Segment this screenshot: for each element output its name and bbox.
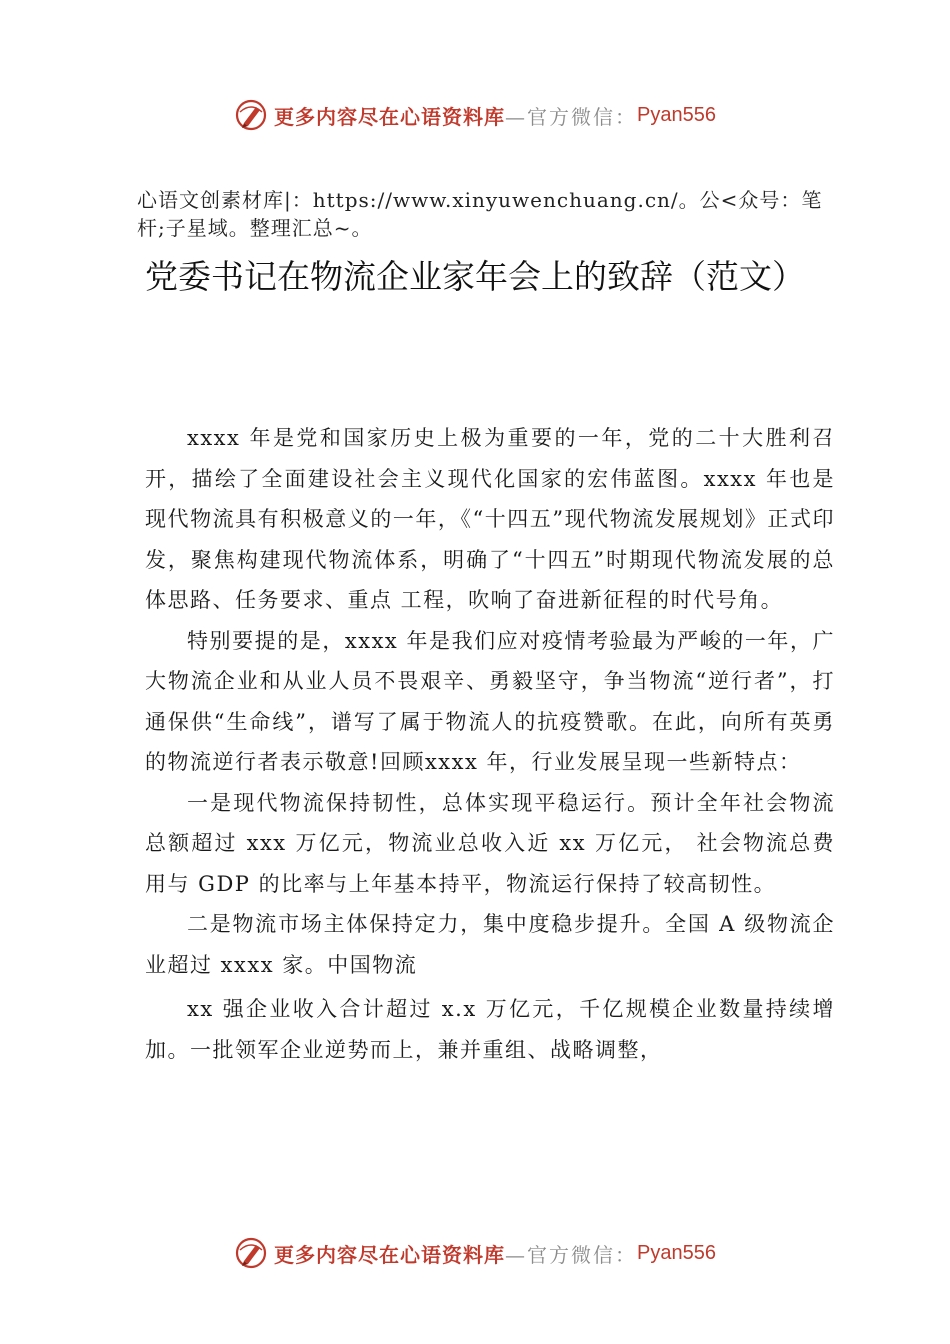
pen-logo-icon [234, 1236, 268, 1270]
banner-text-red: 更多内容尽在心语资料库 [274, 1242, 506, 1267]
banner-text-gray: —官方微信： [505, 104, 638, 129]
header-banner [0, 95, 950, 135]
paragraph-1: xxxx 年是党和国家历史上极为重要的一年，党的二十大胜利召开，描绘了全面建设社会主义现代化国家的宏伟蓝图。xxxx 年也是现代物流具有积极意义的一年，《“十四五”现代物流发展规划》正式印发，聚焦构建现代物流体系，明确了“十四五”时期现代物流发展的总体思路、任务要求、重点 工程，吹响了奋进新征程的时代号角。 [145, 426, 835, 612]
banner-text-gray: —官方微信： [505, 1242, 638, 1267]
banner-wechat-id: Pyan556 [637, 1241, 716, 1264]
banner-text-red: 更多内容尽在心语资料库 [274, 104, 506, 129]
paragraph-3: 一是现代物流保持韧性，总体实现平稳运行。预计全年社会物流总额超过 xxx 万亿元，物流业总收入近 xx 万亿元， 社会物流总费用与 GDP 的比率与上年基本持平，物流运行保持了较高韧性。 [145, 790, 835, 896]
source-line: 心语文创素材库|：https://www.xinyuwenchuang.cn/。公<众号：笔杆;子星域。整理汇总~。 [137, 188, 823, 240]
paragraph-2: 特别要提的是，xxxx 年是我们应对疫情考验最为严峻的一年，广大物流企业和从业人员不畏艰辛、勇毅坚守，争当物流“逆行者”，打通保供“生命线”，谱写了属于物流人的抗疫赞歌。在此，向所有英勇的物流逆行者表示敬意!回顾xxxx 年，行业发展呈现一些新特点： [145, 628, 835, 774]
document-body [145, 418, 835, 1070]
pen-logo-icon [234, 98, 268, 132]
footer-banner [0, 1233, 950, 1273]
paragraph-5: xx 强企业收入合计超过 x.x 万亿元，千亿规模企业数量持续增加。一批领军企业逆势而上，兼并重组、战略调整， [145, 997, 835, 1062]
banner-wechat-id: Pyan556 [637, 103, 716, 126]
paragraph-4: 二是物流市场主体保持定力，集中度稳步提升。全国 A 级物流企业超过 xxxx 家。中国物流 [145, 912, 835, 977]
document-title: 党委书记在物流企业家年会上的致辞（范文） [145, 257, 805, 296]
